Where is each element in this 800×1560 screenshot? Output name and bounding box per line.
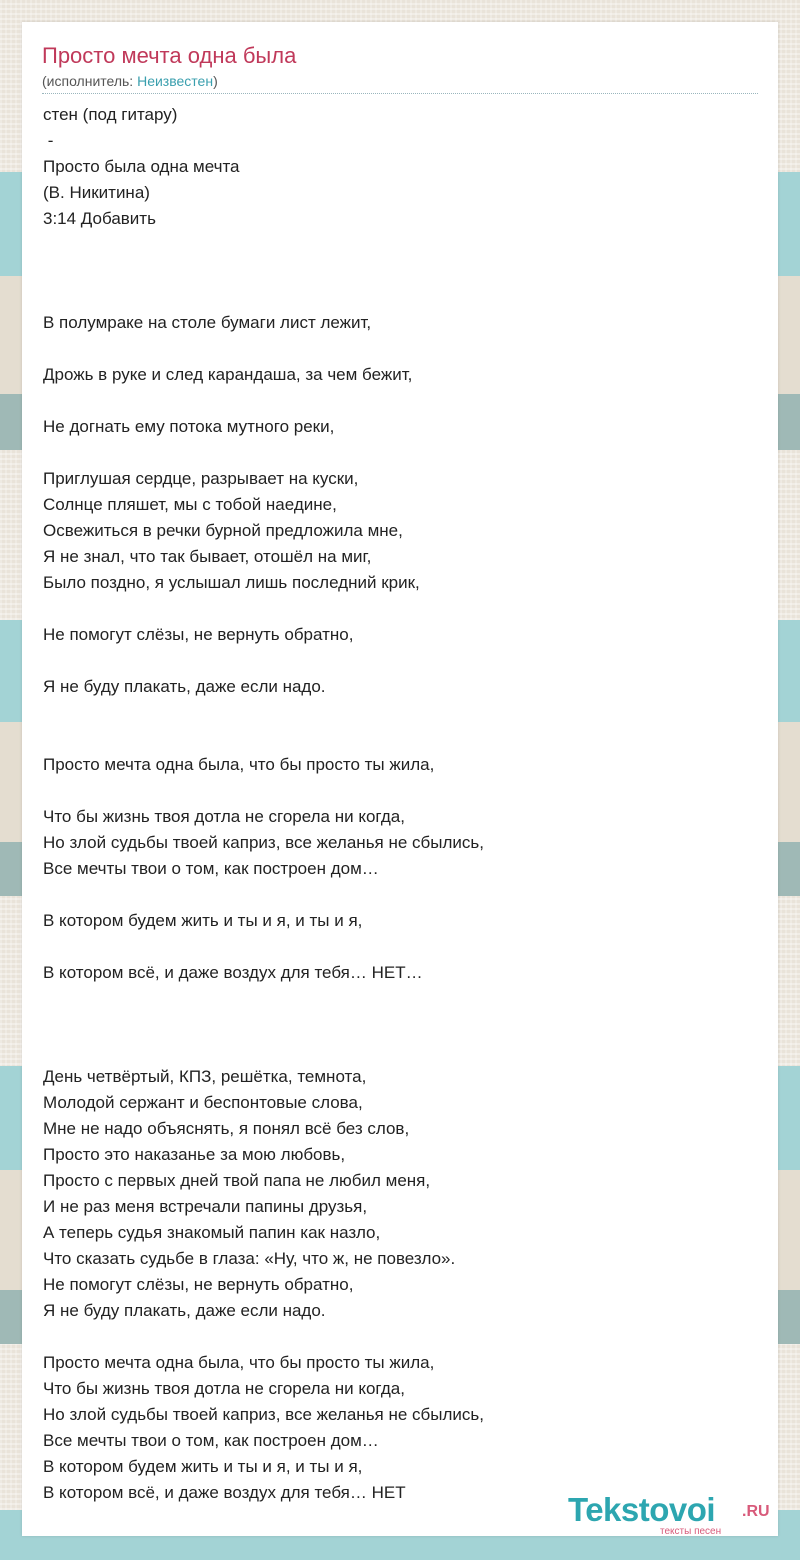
- lyric-line: [43, 986, 759, 1012]
- lyric-line: В котором всё, и даже воздух для тебя… НЕТ…: [43, 963, 423, 982]
- lyric-line: Просто мечта одна была, что бы просто ты жила,: [43, 1353, 435, 1372]
- lyric-line: [43, 232, 759, 258]
- lyric-line: Что бы жизнь твоя дотла не сгорела ни когда,: [43, 807, 405, 826]
- lyric-line: Я не буду плакать, даже если надо.: [43, 1301, 326, 1320]
- site-logo[interactable]: [568, 1492, 778, 1538]
- lyric-line: [43, 336, 759, 362]
- lyric-line: Было поздно, я услышал лишь последний крик,: [43, 573, 420, 592]
- lyrics-card: [22, 22, 778, 1536]
- lyric-line: Освежиться в речки бурной предложила мне,: [43, 521, 403, 540]
- lyric-line: Просто мечта одна была, что бы просто ты жила,: [43, 755, 435, 774]
- lyric-line: Солнце пляшет, мы с тобой наедине,: [43, 495, 337, 514]
- lyric-line: Не помогут слёзы, не вернуть обратно,: [43, 625, 354, 644]
- lyric-line: [43, 440, 759, 466]
- song-title: Просто мечта одна была: [42, 43, 297, 68]
- lyric-line: Все мечты твои о том, как построен дом…: [43, 1431, 379, 1450]
- lyric-line: [43, 934, 759, 960]
- lyric-line: [43, 284, 759, 310]
- lyric-line: Все мечты твои о том, как построен дом…: [43, 859, 379, 878]
- lyric-line: стен (под гитару): [43, 105, 178, 124]
- lyric-line: [43, 648, 759, 674]
- lyric-line: Что бы жизнь твоя дотла не сгорела ни когда,: [43, 1379, 405, 1398]
- lyric-line: Но злой судьбы твоей каприз, все желанья не сбылись,: [43, 833, 484, 852]
- lyric-line: Не помогут слёзы, не вернуть обратно,: [43, 1275, 354, 1294]
- lyric-line: 3:14 Добавить: [43, 209, 156, 228]
- lyric-line: Не догнать ему потока мутного реки,: [43, 417, 335, 436]
- lyric-line: [43, 1324, 759, 1350]
- lyric-line: [43, 778, 759, 804]
- lyric-line: -: [43, 131, 54, 150]
- lyrics-text: [43, 102, 759, 1506]
- lyric-line: В полумраке на столе бумаги лист лежит,: [43, 313, 372, 332]
- artist-line: [42, 71, 758, 91]
- lyric-line: Молодой сержант и беспонтовые слова,: [43, 1093, 363, 1112]
- lyric-line: Мне не надо объяснять, я понял всё без слов,: [43, 1119, 410, 1138]
- lyric-line: Я не буду плакать, даже если надо.: [43, 677, 326, 696]
- lyric-line: Просто это наказанье за мою любовь,: [43, 1145, 346, 1164]
- lyric-line: В котором всё, и даже воздух для тебя… НЕТ: [43, 1483, 406, 1502]
- logo-wordmark: Tekstovoi: [568, 1491, 716, 1528]
- logo-domain: .RU: [742, 1503, 770, 1520]
- lyric-line: [43, 258, 759, 284]
- artist-close: ): [213, 73, 218, 89]
- lyric-line: Просто с первых дней твой папа не любил меня,: [43, 1171, 431, 1190]
- song-header: [42, 42, 758, 91]
- logo-tagline: тексты песен: [660, 1526, 722, 1537]
- lyric-line: В котором будем жить и ты и я, и ты и я,: [43, 1457, 363, 1476]
- header-divider: [42, 93, 758, 94]
- lyric-line: Но злой судьбы твоей каприз, все желанья не сбылись,: [43, 1405, 484, 1424]
- lyric-line: Что сказать судьбе в глаза: «Ну, что ж, не повезло».: [43, 1249, 456, 1268]
- lyric-line: Просто была одна мечта: [43, 157, 240, 176]
- lyric-line: Дрожь в руке и след карандаша, за чем бежит,: [43, 365, 413, 384]
- artist-label: (исполнитель:: [42, 73, 138, 89]
- lyric-line: [43, 700, 759, 726]
- lyric-line: [43, 726, 759, 752]
- lyric-line: (В. Никитина): [43, 183, 150, 202]
- lyric-line: [43, 882, 759, 908]
- lyric-line: День четвёртый, КПЗ, решётка, темнота,: [43, 1067, 367, 1086]
- lyric-line: И не раз меня встречали папины друзья,: [43, 1197, 368, 1216]
- lyric-line: [43, 596, 759, 622]
- lyric-line: [43, 1012, 759, 1038]
- lyric-line: В котором будем жить и ты и я, и ты и я,: [43, 911, 363, 930]
- lyric-line: Я не знал, что так бывает, отошёл на миг,: [43, 547, 372, 566]
- lyric-line: Приглушая сердце, разрывает на куски,: [43, 469, 359, 488]
- lyric-line: [43, 388, 759, 414]
- artist-link[interactable]: Неизвестен: [137, 73, 214, 89]
- lyric-line: [43, 1038, 759, 1064]
- lyric-line: А теперь судья знакомый папин как назло,: [43, 1223, 381, 1242]
